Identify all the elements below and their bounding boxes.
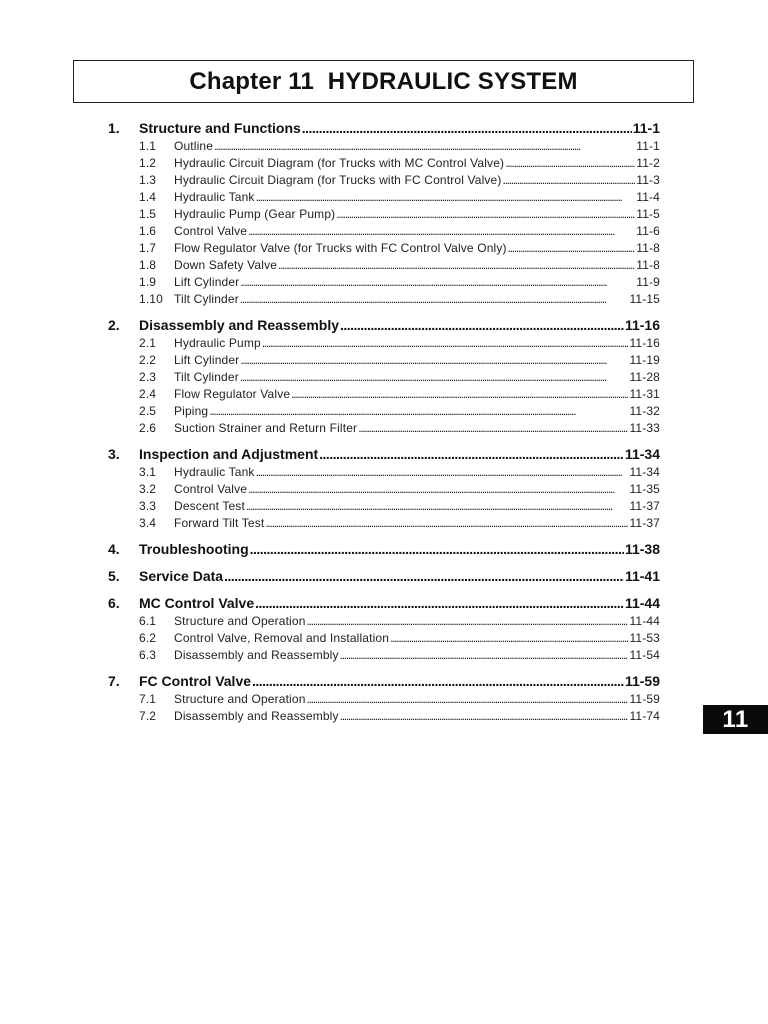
dot-leader: [246, 498, 628, 515]
toc-section: [108, 315, 660, 437]
chapter-title-box: [73, 60, 694, 103]
toc-section: [108, 593, 660, 664]
subsection-title: Hydraulic Tank: [174, 465, 255, 479]
subsection-number: 1.10: [139, 292, 163, 306]
subsection-title: Control Valve: [174, 482, 248, 496]
subsection-page-number: 11-54: [629, 648, 660, 662]
dot-leader: [336, 206, 635, 223]
subsection-number: 1.2: [139, 156, 157, 170]
chapter-tab: 11: [703, 705, 768, 734]
section-title: Structure and Functions: [139, 120, 301, 136]
toc-subsection-entry[interactable]: [108, 481, 660, 498]
subsection-title: Down Safety Valve: [174, 258, 278, 272]
subsection-page-number: 11-37: [629, 499, 660, 513]
dot-leader: [503, 172, 636, 189]
toc-section-entry[interactable]: [108, 671, 660, 691]
subsection-title: Hydraulic Circuit Diagram (for Trucks with MC Control Valve): [174, 156, 505, 170]
section-page-number: 11-41: [624, 568, 660, 584]
dot-leader: [302, 118, 632, 138]
toc-section-entry[interactable]: [108, 539, 660, 559]
toc-subsection-entry[interactable]: [108, 403, 660, 420]
subsection-number: 2.2: [139, 353, 157, 367]
subsection-page-number: 11-3: [636, 173, 660, 187]
section-page-number: 11-34: [624, 446, 660, 462]
toc-subsection-entry[interactable]: [108, 189, 660, 206]
subsection-page-number: 11-33: [629, 421, 660, 435]
subsection-number: 1.6: [139, 224, 157, 238]
dot-leader: [508, 240, 636, 257]
dot-leader: [240, 352, 628, 369]
subsection-page-number: 11-53: [629, 631, 660, 645]
toc-section: [108, 566, 660, 586]
subsection-number: 2.1: [139, 336, 157, 350]
toc-section: [108, 444, 660, 532]
dot-leader: [340, 315, 624, 335]
toc-section-entry[interactable]: [108, 315, 660, 335]
toc-subsection-entry[interactable]: [108, 352, 660, 369]
subsection-title: Flow Regulator Valve: [174, 387, 291, 401]
section-title: Service Data: [139, 568, 224, 584]
subsection-number: 1.3: [139, 173, 157, 187]
section-page-number: 11-38: [624, 541, 660, 557]
subsection-title: Disassembly and Reassembly: [174, 709, 339, 723]
subsection-page-number: 11-9: [636, 275, 660, 289]
toc-subsection-entry[interactable]: [108, 630, 660, 647]
section-number: 3.: [108, 446, 120, 462]
toc-subsection-entry[interactable]: [108, 420, 660, 437]
section-page-number: 11-44: [624, 595, 660, 611]
toc-subsection-entry[interactable]: [108, 155, 660, 172]
subsection-page-number: 11-31: [629, 387, 660, 401]
toc-subsection-entry[interactable]: [108, 206, 660, 223]
subsection-page-number: 11-5: [636, 207, 660, 221]
dot-leader: [248, 223, 635, 240]
subsection-title: Lift Cylinder: [174, 353, 240, 367]
subsection-title: Hydraulic Pump (Gear Pump): [174, 207, 336, 221]
subsection-number: 1.5: [139, 207, 157, 221]
subsection-number: 6.2: [139, 631, 157, 645]
subsection-page-number: 11-8: [636, 258, 660, 272]
subsection-number: 1.1: [139, 139, 157, 153]
dot-leader: [358, 420, 628, 437]
toc-subsection-entry[interactable]: [108, 691, 660, 708]
subsection-number: 3.1: [139, 465, 157, 479]
subsection-title: Control Valve: [174, 224, 248, 238]
toc-subsection-entry[interactable]: [108, 291, 660, 308]
dot-leader: [240, 369, 629, 386]
subsection-title: Descent Test: [174, 499, 245, 513]
toc-section-entry[interactable]: [108, 566, 660, 586]
subsection-number: 2.3: [139, 370, 157, 384]
section-number: 6.: [108, 595, 120, 611]
dot-leader: [291, 386, 628, 403]
subsection-title: Control Valve, Removal and Installation: [174, 631, 390, 645]
section-page-number: 11-59: [624, 673, 660, 689]
subsection-page-number: 11-19: [629, 353, 660, 367]
section-number: 5.: [108, 568, 120, 584]
subsection-number: 3.2: [139, 482, 157, 496]
subsection-page-number: 11-8: [636, 241, 660, 255]
subsection-page-number: 11-44: [629, 614, 660, 628]
subsection-title: Forward Tilt Test: [174, 516, 265, 530]
subsection-title: Tilt Cylinder: [174, 292, 239, 306]
toc-subsection-entry[interactable]: [108, 386, 660, 403]
subsection-title: Hydraulic Pump: [174, 336, 261, 350]
subsection-title: Piping: [174, 404, 209, 418]
section-title: FC Control Valve: [139, 673, 252, 689]
dot-leader: [307, 691, 629, 708]
dot-leader: [248, 481, 628, 498]
subsection-page-number: 11-28: [629, 370, 660, 384]
section-number: 4.: [108, 541, 120, 557]
section-title: Disassembly and Reassembly: [139, 317, 339, 333]
subsection-title: Hydraulic Circuit Diagram (for Trucks with FC Control Valve): [174, 173, 502, 187]
dot-leader: [265, 515, 628, 532]
dot-leader: [278, 257, 635, 274]
section-page-number: 11-16: [624, 317, 660, 333]
subsection-title: Flow Regulator Valve (for Trucks with FC Control Valve Only): [174, 241, 507, 255]
subsection-page-number: 11-74: [629, 709, 660, 723]
toc-subsection-entry[interactable]: [108, 613, 660, 630]
dot-leader: [252, 671, 624, 691]
dot-leader: [256, 189, 636, 206]
toc-subsection-entry[interactable]: [108, 708, 660, 725]
dot-leader: [319, 444, 624, 464]
dot-leader: [255, 593, 624, 613]
dot-leader: [505, 155, 635, 172]
toc-section-entry[interactable]: [108, 118, 660, 138]
toc-subsection-entry[interactable]: [108, 240, 660, 257]
subsection-title: Hydraulic Tank: [174, 190, 255, 204]
toc-section-entry[interactable]: [108, 444, 660, 464]
dot-leader: [250, 539, 624, 559]
toc-section-entry[interactable]: [108, 593, 660, 613]
section-number: 1.: [108, 120, 120, 136]
subsection-number: 6.1: [139, 614, 157, 628]
dot-leader: [340, 647, 629, 664]
dot-leader: [214, 138, 635, 155]
table-of-contents: [108, 118, 660, 725]
subsection-page-number: 11-15: [629, 292, 660, 306]
subsection-number: 3.4: [139, 516, 157, 530]
subsection-page-number: 11-4: [636, 190, 660, 204]
subsection-number: 2.5: [139, 404, 157, 418]
toc-subsection-entry[interactable]: [108, 515, 660, 532]
section-page-number: 11-1: [632, 120, 660, 136]
subsection-page-number: 11-35: [629, 482, 660, 496]
section-number: 2.: [108, 317, 120, 333]
toc-subsection-entry[interactable]: [108, 223, 660, 240]
subsection-page-number: 11-1: [636, 139, 660, 153]
dot-leader: [390, 630, 628, 647]
subsection-number: 7.1: [139, 692, 157, 706]
toc-subsection-entry[interactable]: [108, 369, 660, 386]
subsection-number: 7.2: [139, 709, 157, 723]
subsection-title: Structure and Operation: [174, 614, 306, 628]
subsection-number: 1.7: [139, 241, 157, 255]
dot-leader: [240, 274, 635, 291]
subsection-number: 1.9: [139, 275, 157, 289]
toc-section: [108, 118, 660, 308]
subsection-page-number: 11-16: [629, 336, 660, 350]
subsection-page-number: 11-2: [636, 156, 660, 170]
toc-subsection-entry[interactable]: [108, 335, 660, 352]
subsection-title: Lift Cylinder: [174, 275, 240, 289]
toc-section: [108, 671, 660, 725]
subsection-title: Tilt Cylinder: [174, 370, 239, 384]
subsection-number: 6.3: [139, 648, 157, 662]
toc-subsection-entry[interactable]: [108, 138, 660, 155]
section-title: Inspection and Adjustment: [139, 446, 319, 462]
dot-leader: [224, 566, 624, 586]
section-title: MC Control Valve: [139, 595, 255, 611]
subsection-page-number: 11-59: [629, 692, 660, 706]
dot-leader: [307, 613, 629, 630]
dot-leader: [262, 335, 629, 352]
dot-leader: [240, 291, 629, 308]
subsection-number: 1.8: [139, 258, 157, 272]
subsection-page-number: 11-37: [629, 516, 660, 530]
dot-leader: [340, 708, 629, 725]
toc-subsection-entry[interactable]: [108, 464, 660, 481]
subsection-page-number: 11-32: [629, 404, 660, 418]
toc-subsection-entry[interactable]: [108, 274, 660, 291]
toc-subsection-entry[interactable]: [108, 172, 660, 189]
subsection-number: 3.3: [139, 499, 157, 513]
subsection-title: Structure and Operation: [174, 692, 306, 706]
section-number: 7.: [108, 673, 120, 689]
subsection-number: 1.4: [139, 190, 157, 204]
subsection-number: 2.4: [139, 387, 157, 401]
subsection-title: Suction Strainer and Return Filter: [174, 421, 358, 435]
toc-section: [108, 539, 660, 559]
subsection-page-number: 11-34: [629, 465, 660, 479]
chapter-title: Chapter 11 HYDRAULIC SYSTEM: [189, 67, 578, 95]
toc-subsection-entry[interactable]: [108, 498, 660, 515]
subsection-title: Outline: [174, 139, 214, 153]
toc-subsection-entry[interactable]: [108, 257, 660, 274]
toc-subsection-entry[interactable]: [108, 647, 660, 664]
subsection-title: Disassembly and Reassembly: [174, 648, 339, 662]
dot-leader: [209, 403, 628, 420]
dot-leader: [256, 464, 629, 481]
section-title: Troubleshooting: [139, 541, 249, 557]
subsection-number: 2.6: [139, 421, 157, 435]
subsection-page-number: 11-6: [636, 224, 660, 238]
